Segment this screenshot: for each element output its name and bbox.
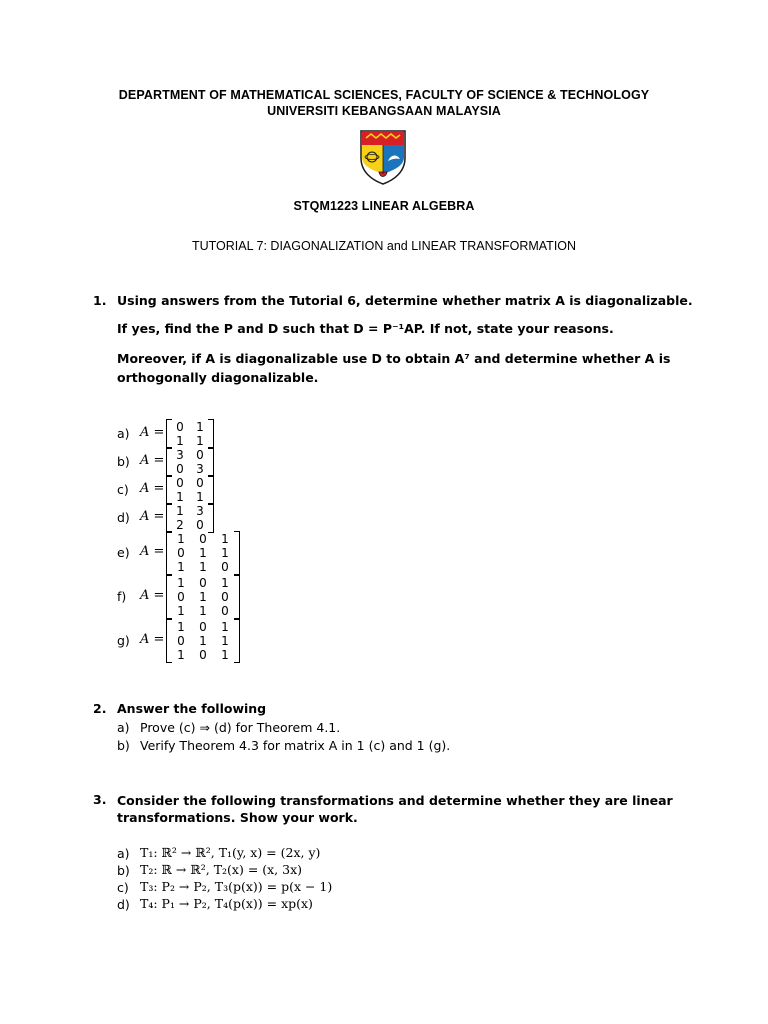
q2-title: Answer the following: [117, 701, 267, 716]
q1-part-lhs: A =: [140, 509, 165, 524]
q1-part-lhs: A =: [140, 632, 165, 647]
matrix-entry: 0: [221, 560, 229, 574]
matrix-entry: 0: [199, 576, 207, 590]
q1-line3: Moreover, if A is diagonalizable use D to obtain A⁷ and determine whether A is orthogonally diagonalizable.: [117, 351, 671, 385]
matrix-entry: 0: [199, 532, 207, 546]
university-crest-logo: [358, 128, 408, 186]
q3-number: 3.: [93, 792, 107, 807]
q1-part-matrix: [166, 619, 240, 663]
department-heading: DEPARTMENT OF MATHEMATICAL SCIENCES, FACULTY OF SCIENCE & TECHNOLOGY: [118, 88, 650, 102]
matrix-entry: 0: [221, 604, 229, 618]
matrix-entry: 1: [177, 576, 185, 590]
matrix-entry: 1: [176, 504, 184, 518]
q1-part-label: d): [117, 510, 130, 525]
q1-line2: If yes, find the P and D such that D = P⁻¹AP. If not, state your reasons.: [117, 321, 614, 336]
matrix-entry: 1: [196, 420, 204, 434]
q3-item-b-label: b): [117, 863, 130, 878]
q1-part-matrix: [166, 575, 240, 619]
q2-item-b-text: Verify Theorem 4.3 for matrix A in 1 (c) and 1 (g).: [140, 738, 451, 753]
matrix-entry: 1: [177, 604, 185, 618]
matrix-entry: 1: [176, 434, 184, 448]
q3-item-c-label: c): [117, 880, 129, 895]
q1-part-label: a): [117, 426, 130, 441]
matrix-entry: 0: [196, 476, 204, 490]
matrix-entry: 1: [177, 620, 185, 634]
matrix-entry: 1: [199, 634, 207, 648]
q3-item-c-text: T₃: P₂ → P₂, T₃(p(x)) = p(x − 1): [140, 879, 333, 894]
matrix-entry: 1: [221, 532, 229, 546]
matrix-entry: 2: [176, 518, 184, 532]
q1-part-matrix: [166, 419, 214, 449]
tutorial-title: TUTORIAL 7: DIAGONALIZATION and LINEAR TRANSFORMATION: [191, 239, 577, 253]
matrix-entry: 1: [221, 576, 229, 590]
matrix-entry: 1: [177, 648, 185, 662]
q1-part-lhs: A =: [140, 588, 165, 603]
matrix-entry: 0: [199, 620, 207, 634]
q3-item-d-text: T₄: P₁ → P₂, T₄(p(x)) = xp(x): [140, 896, 313, 911]
matrix-entry: 1: [221, 620, 229, 634]
q1-part-matrix: [166, 531, 240, 575]
matrix-entry: 1: [199, 604, 207, 618]
q3-item-d-label: d): [117, 897, 130, 912]
matrix-entry: 1: [221, 546, 229, 560]
matrix-entry: 1: [176, 490, 184, 504]
matrix-entry: 0: [199, 648, 207, 662]
matrix-entry: 0: [196, 518, 204, 532]
q1-part-lhs: A =: [140, 544, 165, 559]
matrix-entry: 0: [176, 476, 184, 490]
matrix-entry: 1: [199, 590, 207, 604]
matrix-entry: 1: [221, 634, 229, 648]
matrix-entry: 1: [199, 546, 207, 560]
crest-red-band: [362, 132, 404, 145]
matrix-entry: 1: [196, 434, 204, 448]
matrix-entry: 0: [177, 546, 185, 560]
matrix-entry: 0: [177, 634, 185, 648]
q1-part-label: e): [117, 545, 130, 560]
matrix-entry: 0: [221, 590, 229, 604]
matrix-entry: 1: [199, 560, 207, 574]
matrix-entry: 0: [176, 420, 184, 434]
q2-item-b-label: b): [117, 738, 130, 753]
q2-number: 2.: [93, 701, 107, 716]
q1-part-lhs: A =: [140, 425, 165, 440]
course-title: STQM1223 LINEAR ALGEBRA: [293, 199, 475, 213]
q1-part-matrix: [166, 447, 214, 477]
q2-item-a-label: a): [117, 720, 130, 735]
matrix-entry: 1: [196, 490, 204, 504]
q3-item-a-text: T₁: ℝ² → ℝ², T₁(y, x) = (2x, y): [140, 845, 321, 860]
matrix-entry: 0: [196, 448, 204, 462]
q1-number: 1.: [93, 293, 107, 308]
matrix-entry: 1: [177, 560, 185, 574]
q1-part-matrix: [166, 503, 214, 533]
q1-part-label: g): [117, 633, 130, 648]
q3-item-a-label: a): [117, 846, 130, 861]
q1-part-matrix: [166, 475, 214, 505]
q1-part-lhs: A =: [140, 453, 165, 468]
q1-part-lhs: A =: [140, 481, 165, 496]
q1-part-label: f): [117, 589, 127, 604]
q2-item-a-text: Prove (c) ⇒ (d) for Theorem 4.1.: [140, 720, 341, 735]
matrix-entry: 0: [177, 590, 185, 604]
matrix-entry: 0: [176, 462, 184, 476]
matrix-entry: 3: [196, 504, 204, 518]
matrix-entry: 1: [221, 648, 229, 662]
q1-part-label: c): [117, 482, 129, 497]
matrix-entry: 1: [177, 532, 185, 546]
q1-line1: Using answers from the Tutorial 6, determine whether matrix A is diagonalizable.: [117, 293, 693, 308]
q1-part-label: b): [117, 454, 130, 469]
matrix-entry: 3: [176, 448, 184, 462]
university-heading: UNIVERSITI KEBANGSAAN MALAYSIA: [267, 104, 501, 118]
q3-item-b-text: T₂: ℝ → ℝ², T₂(x) = (x, 3x): [140, 862, 303, 877]
q3-title: Consider the following transformations and determine whether they are linear transformations. Show your work.: [117, 793, 673, 825]
matrix-entry: 3: [196, 462, 204, 476]
